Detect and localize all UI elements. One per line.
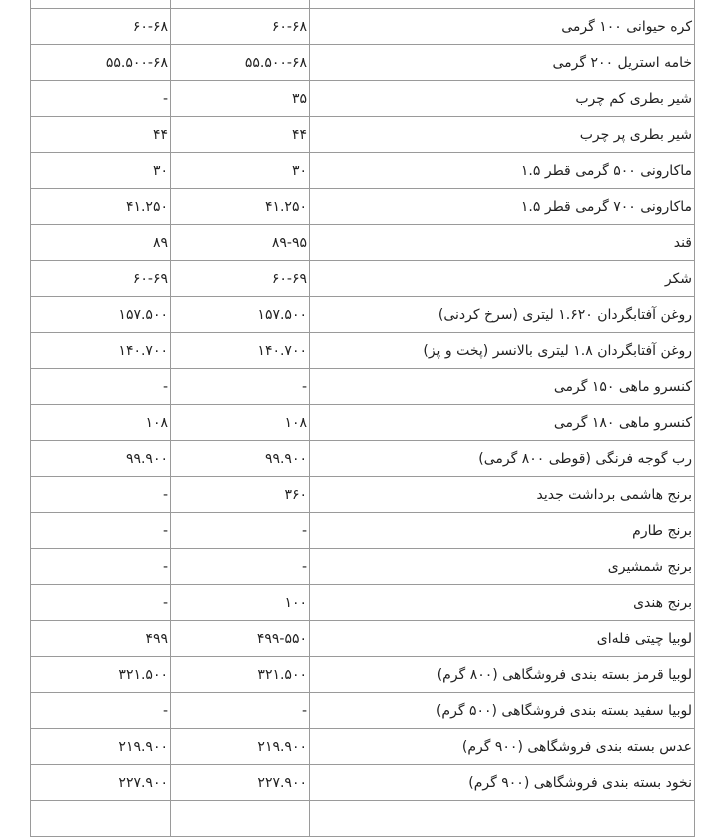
price-cell-secondary: - bbox=[31, 369, 171, 405]
price-cell-secondary: ۹۹.۹۰۰ bbox=[31, 441, 171, 477]
price-cell-primary: ۳۰ bbox=[171, 153, 310, 189]
price-cell-primary bbox=[171, 801, 310, 837]
item-name-cell: ماکارونی ۵۰۰ گرمی قطر ۱.۵ bbox=[310, 153, 695, 189]
table-row bbox=[31, 765, 695, 801]
table-row bbox=[31, 0, 695, 9]
price-cell-primary: ۳۲۱.۵۰۰ bbox=[171, 657, 310, 693]
price-cell-primary: ۱۵۷.۵۰۰ bbox=[171, 297, 310, 333]
price-cell-primary: - bbox=[171, 693, 310, 729]
item-name-cell: برنج هندی bbox=[310, 585, 695, 621]
item-name-cell: شکر bbox=[310, 261, 695, 297]
item-name-cell: کره حیوانی ۱۰۰ گرمی bbox=[310, 9, 695, 45]
price-cell-secondary: ۱۴۰.۷۰۰ bbox=[31, 333, 171, 369]
price-cell-secondary: - bbox=[31, 693, 171, 729]
price-cell-primary: ۹۹.۹۰۰ bbox=[171, 441, 310, 477]
table-row bbox=[31, 477, 695, 513]
price-cell-secondary: - bbox=[31, 585, 171, 621]
price-cell-secondary: - bbox=[31, 513, 171, 549]
table-row bbox=[31, 801, 695, 837]
item-name-cell: برنج طارم bbox=[310, 513, 695, 549]
price-cell-primary: ۴۹۹-۵۵۰ bbox=[171, 621, 310, 657]
item-name-cell: خامه استریل ۲۰۰ گرمی bbox=[310, 45, 695, 81]
price-cell-primary: ۶۰-۶۸ bbox=[171, 9, 310, 45]
table-row bbox=[31, 189, 695, 225]
price-cell-primary: ۱۰۰ bbox=[171, 585, 310, 621]
price-cell-primary: ۸۹-۹۵ bbox=[171, 225, 310, 261]
price-cell-primary: ۲۱۹.۹۰۰ bbox=[171, 729, 310, 765]
price-cell-primary: - bbox=[171, 369, 310, 405]
item-name-cell: قند bbox=[310, 225, 695, 261]
price-cell-secondary: ۳۲۱.۵۰۰ bbox=[31, 657, 171, 693]
item-name-cell: کنسرو ماهی ۱۵۰ گرمی bbox=[310, 369, 695, 405]
price-cell-secondary: ۴۹۹ bbox=[31, 621, 171, 657]
price-cell-primary: ۲۲۷.۹۰۰ bbox=[171, 765, 310, 801]
price-cell-secondary: ۲۱۹.۹۰۰ bbox=[31, 729, 171, 765]
item-name-cell: لوبیا قرمز بسته بندی فروشگاهی (۸۰۰ گرم) bbox=[310, 657, 695, 693]
price-cell-secondary: - bbox=[31, 477, 171, 513]
table-row bbox=[31, 549, 695, 585]
item-name-cell: ماکارونی ۷۰۰ گرمی قطر ۱.۵ bbox=[310, 189, 695, 225]
item-name-cell: برنج هاشمی برداشت جدید bbox=[310, 477, 695, 513]
price-cell-primary: ۶۰-۶۹ bbox=[171, 261, 310, 297]
price-cell-primary bbox=[171, 0, 310, 9]
price-cell-secondary: ۶۰-۶۸ bbox=[31, 9, 171, 45]
price-cell-secondary: ۲۲۷.۹۰۰ bbox=[31, 765, 171, 801]
table-row bbox=[31, 729, 695, 765]
table-row bbox=[31, 513, 695, 549]
table-row bbox=[31, 333, 695, 369]
item-name-cell: لوبیا چیتی فله‌ای bbox=[310, 621, 695, 657]
price-cell-secondary: ۱۵۷.۵۰۰ bbox=[31, 297, 171, 333]
item-name-cell: عدس بسته بندی فروشگاهی (۹۰۰ گرم) bbox=[310, 729, 695, 765]
table-row bbox=[31, 45, 695, 81]
table-row bbox=[31, 585, 695, 621]
item-name-cell: نخود بسته بندی فروشگاهی (۹۰۰ گرم) bbox=[310, 765, 695, 801]
item-name-cell bbox=[310, 801, 695, 837]
item-name-cell: رب گوجه فرنگی (قوطی ۸۰۰ گرمی) bbox=[310, 441, 695, 477]
item-name-cell: برنج شمشیری bbox=[310, 549, 695, 585]
item-name-cell: لوبیا سفید بسته بندی فروشگاهی (۵۰۰ گرم) bbox=[310, 693, 695, 729]
table-row bbox=[31, 657, 695, 693]
price-cell-secondary: ۶۰-۶۹ bbox=[31, 261, 171, 297]
price-cell-secondary: ۴۱.۲۵۰ bbox=[31, 189, 171, 225]
price-cell-primary: ۴۴ bbox=[171, 117, 310, 153]
price-cell-secondary: ۳۰ bbox=[31, 153, 171, 189]
price-cell-primary: ۱۴۰.۷۰۰ bbox=[171, 333, 310, 369]
table-row bbox=[31, 81, 695, 117]
table-row bbox=[31, 693, 695, 729]
price-cell-primary: ۵۵.۵۰۰-۶۸ bbox=[171, 45, 310, 81]
table-row bbox=[31, 297, 695, 333]
item-name-cell: روغن آفتابگردان ۱.۸ لیتری بالانسر (پخت و پز) bbox=[310, 333, 695, 369]
table-row bbox=[31, 441, 695, 477]
price-cell-secondary: ۴۴ bbox=[31, 117, 171, 153]
table-row bbox=[31, 9, 695, 45]
item-name-cell: شیر بطری پر چرب bbox=[310, 117, 695, 153]
price-cell-primary: ۳۵ bbox=[171, 81, 310, 117]
table-row bbox=[31, 621, 695, 657]
price-cell-primary: ۴۱.۲۵۰ bbox=[171, 189, 310, 225]
table-row bbox=[31, 369, 695, 405]
price-cell-secondary bbox=[31, 0, 171, 9]
price-table bbox=[30, 0, 695, 837]
item-name-cell: کنسرو ماهی ۱۸۰ گرمی bbox=[310, 405, 695, 441]
item-name-cell bbox=[310, 0, 695, 9]
table-row bbox=[31, 225, 695, 261]
price-cell-primary: ۳۶۰ bbox=[171, 477, 310, 513]
price-cell-primary: ۱۰۸ bbox=[171, 405, 310, 441]
price-cell-secondary: - bbox=[31, 81, 171, 117]
table-row bbox=[31, 153, 695, 189]
price-cell-primary: - bbox=[171, 513, 310, 549]
table-row bbox=[31, 261, 695, 297]
table-row bbox=[31, 117, 695, 153]
price-cell-secondary: ۱۰۸ bbox=[31, 405, 171, 441]
price-cell-secondary: ۵۵.۵۰۰-۶۸ bbox=[31, 45, 171, 81]
price-cell-secondary bbox=[31, 801, 171, 837]
price-cell-secondary: - bbox=[31, 549, 171, 585]
item-name-cell: شیر بطری کم چرب bbox=[310, 81, 695, 117]
price-cell-secondary: ۸۹ bbox=[31, 225, 171, 261]
table-row bbox=[31, 405, 695, 441]
price-cell-primary: - bbox=[171, 549, 310, 585]
item-name-cell: روغن آفتابگردان ۱.۶۲۰ لیتری (سرخ کردنی) bbox=[310, 297, 695, 333]
